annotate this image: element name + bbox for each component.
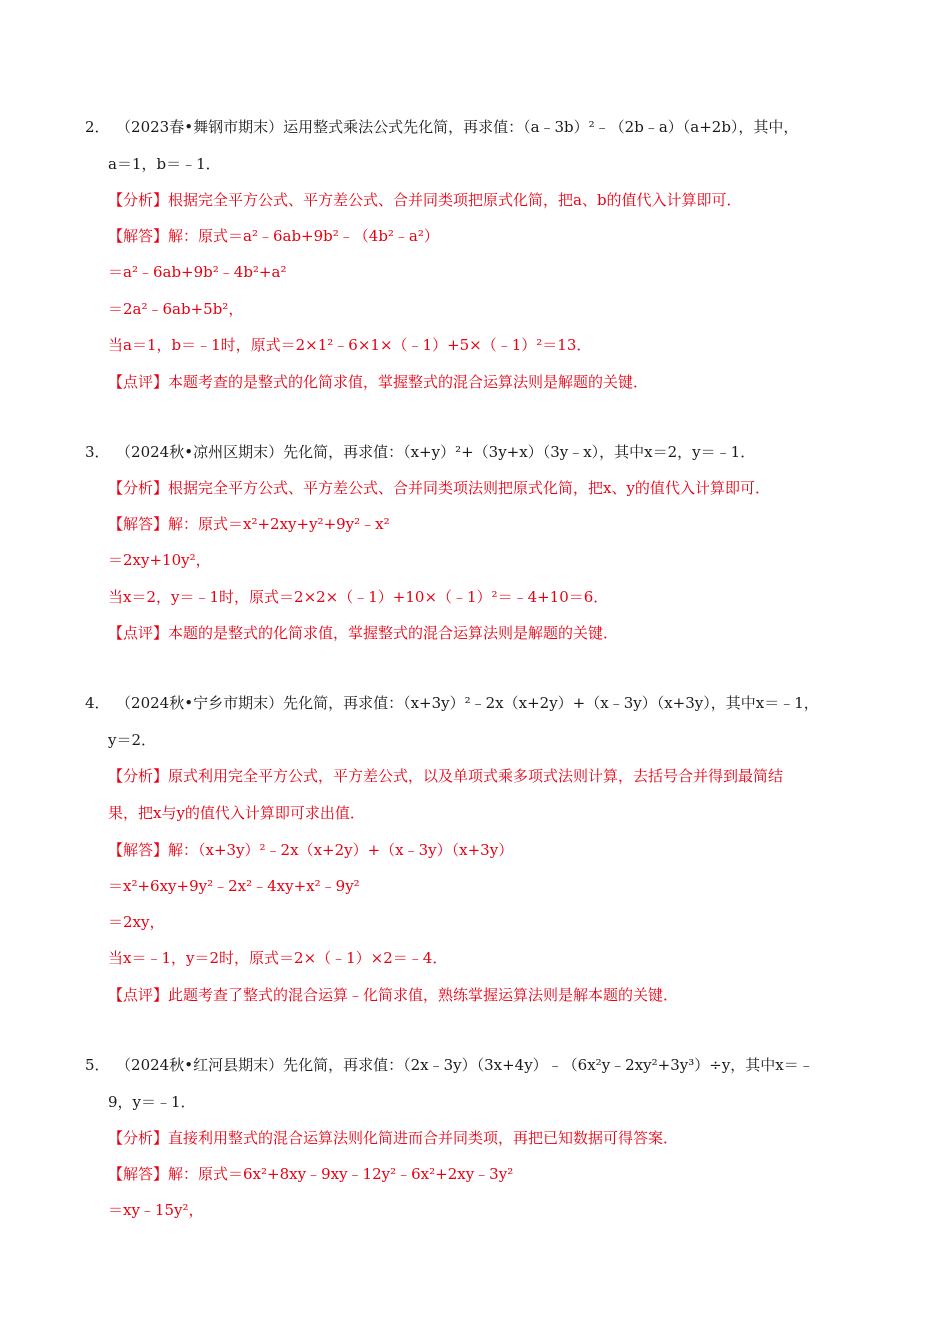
problem-number: 3．	[85, 443, 110, 461]
problem-2-analysis: 【分析】根据完全平方公式、平方差公式、合并同类项把原式化简，把a、b的值代入计算即可．	[108, 191, 742, 209]
problem-2-comment: 【点评】本题考查的是整式的化简求值，掌握整式的混合运算法则是解题的关键．	[108, 373, 649, 391]
problem-3-solution-line-2: ＝2xy+10y²，	[108, 551, 211, 569]
problem-5-analysis: 【分析】直接利用整式的混合运算法则化简进而合并同类项，再把已知数据可得答案．	[108, 1129, 679, 1147]
problem-number: 5．	[85, 1056, 110, 1074]
problem-number: 4．	[85, 694, 110, 712]
problem-4-analysis-line-1: 【分析】原式利用完全平方公式，平方差公式，以及单项式乘多项式法则计算，去括号合并得到最简结	[108, 767, 784, 785]
problem-5-solution-line-2: ＝xy﹣15y²，	[108, 1201, 204, 1219]
problem-3-solution-line-3: 当x＝2，y＝﹣1时，原式＝2×2×（﹣1）+10×（﹣1）²＝﹣4+10＝6．	[108, 588, 609, 606]
problem-2-question-line-2: a＝1，b＝﹣1．	[108, 155, 221, 173]
problem-4-question-line-2: y＝2．	[108, 731, 157, 749]
problem-4-solution-line-1: 【解答】解：（x+3y）²﹣2x（x+2y）+（x﹣3y）（x+3y）	[108, 841, 514, 859]
problem-3-solution-line-1: 【解答】解：原式＝x²+2xy+y²+9y²﹣x²	[108, 515, 390, 533]
problem-4-solution-line-4: 当x＝﹣1，y＝2时，原式＝2×（﹣1）×2＝﹣4．	[108, 949, 448, 967]
problem-5-question-line-1: 5． （2024秋•红河县期末）先化简，再求值：（2x﹣3y）（3x+4y）﹣（6x²y﹣2xy²+3y³）÷y，其中x＝﹣	[85, 1056, 814, 1074]
problem-3-question-line-1: 3． （2024秋•凉州区期末）先化简，再求值：（x+y）²+（3y+x）（3y﹣x），其中x＝2，y＝﹣1．	[85, 443, 756, 461]
problem-2-solution-line-1: 【解答】解：原式＝a²﹣6ab+9b²﹣（4b²﹣a²）	[108, 227, 439, 245]
problem-3-comment: 【点评】本题的是整式的化简求值，掌握整式的混合运算法则是解题的关键．	[108, 624, 619, 642]
problem-4-solution-line-3: ＝2xy，	[108, 913, 165, 931]
problem-2-question-line-1: 2． （2023春•舞钢市期末）运用整式乘法公式先化简，再求值：（a﹣3b）²﹣（2b﹣a）（a+2b），其中，	[85, 118, 799, 136]
problem-4-solution-line-2: ＝x²+6xy+9y²﹣2x²﹣4xy+x²﹣9y²	[108, 877, 360, 895]
problem-2-solution-line-3: ＝2a²﹣6ab+5b²，	[108, 300, 244, 318]
problem-5-solution-line-1: 【解答】解：原式＝6x²+8xy﹣9xy﹣12y²﹣6x²+2xy﹣3y²	[108, 1165, 514, 1183]
problem-5-question-line-2: 9，y＝﹣1．	[108, 1093, 196, 1111]
problem-4-question-line-1: 4． （2024秋•宁乡市期末）先化简，再求值：（x+3y）²﹣2x（x+2y）+（x﹣3y）（x+3y），其中x＝﹣1，	[85, 694, 819, 712]
problem-4-comment: 【点评】此题考查了整式的混合运算﹣化简求值，熟练掌握运算法则是解本题的关键．	[108, 986, 679, 1004]
problem-2-solution-line-4: 当a＝1，b＝﹣1时，原式＝2×1²﹣6×1×（﹣1）+5×（﹣1）²＝13．	[108, 336, 592, 354]
problem-number: 2．	[85, 118, 110, 136]
problem-2-solution-line-2: ＝a²﹣6ab+9b²﹣4b²+a²	[108, 263, 287, 281]
problem-3-analysis: 【分析】根据完全平方公式、平方差公式、合并同类项法则把原式化简，把x、y的值代入计算即可．	[108, 479, 770, 497]
problem-4-analysis-line-2: 果，把x与y的值代入计算即可求出值．	[108, 804, 365, 822]
